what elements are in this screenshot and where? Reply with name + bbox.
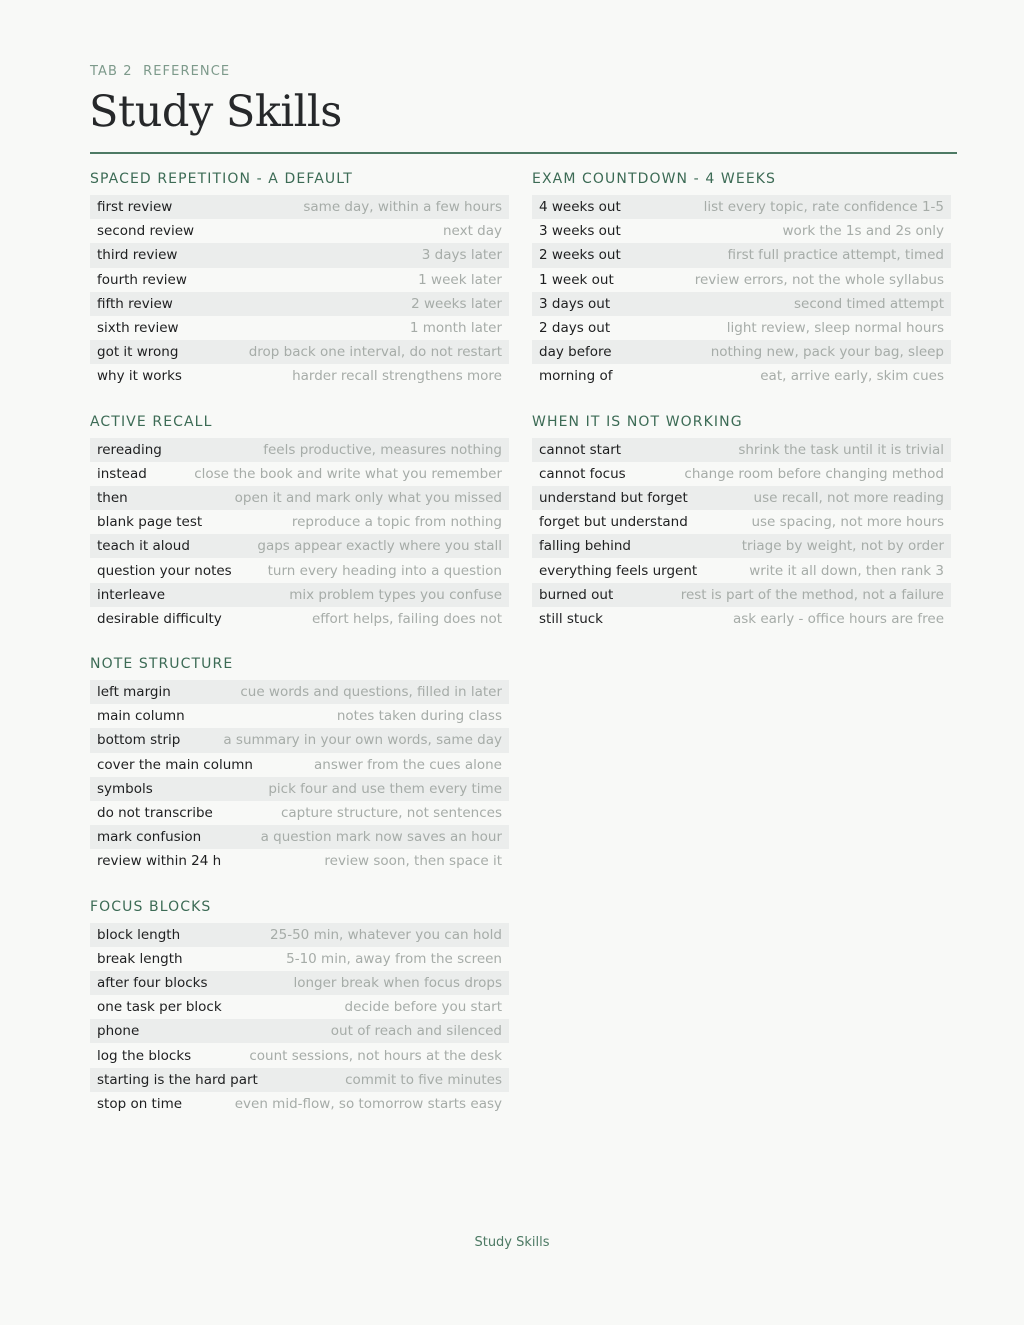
row-description: even mid-flow, so tomorrow starts easy: [234, 1095, 502, 1112]
row-description: harder recall strengthens more: [292, 368, 502, 385]
row-term: phone: [97, 1023, 140, 1040]
row-term: starting is the hard part: [97, 1071, 258, 1088]
right-column: [532, 170, 951, 655]
row-term: 2 days out: [539, 320, 611, 337]
row-term: desirable difficulty: [97, 610, 222, 627]
row-term: day before: [539, 344, 612, 361]
row-description: shrink the task until it is trivial: [738, 441, 944, 458]
row-term: question your notes: [97, 562, 232, 579]
reference-row: [90, 510, 509, 534]
row-description: gaps appear exactly where you stall: [257, 538, 502, 555]
row-term: 2 weeks out: [539, 247, 621, 264]
row-description: 1 week later: [418, 271, 502, 288]
row-term: 1 week out: [539, 271, 614, 288]
row-description: 5-10 min, away from the screen: [286, 950, 502, 967]
section-heading: SPACED REPETITION - A DEFAULT: [90, 171, 353, 187]
section-heading: NOTE STRUCTURE: [90, 656, 234, 672]
reference-row: [90, 438, 509, 462]
row-description: eat, arrive early, skim cues: [760, 368, 944, 385]
section-when-it-is-not-working: [532, 413, 951, 632]
row-term: first review: [97, 199, 173, 216]
reference-row: [532, 292, 951, 316]
row-term: third review: [97, 247, 178, 264]
row-term: still stuck: [539, 610, 603, 627]
reference-row: [90, 195, 509, 219]
row-term: block length: [97, 926, 181, 943]
row-term: main column: [97, 708, 185, 725]
row-description: change room before changing method: [684, 465, 944, 482]
row-term: mark confusion: [97, 829, 202, 846]
row-term: falling behind: [539, 538, 632, 555]
reference-list: [90, 195, 509, 389]
row-description: notes taken during class: [336, 708, 502, 725]
section-exam-countdown-4-weeks: [532, 170, 951, 389]
row-term: second review: [97, 223, 195, 240]
reference-row: [90, 534, 509, 558]
row-term: log the blocks: [97, 1047, 192, 1064]
row-term: do not transcribe: [97, 805, 213, 822]
reference-row: [90, 971, 509, 995]
reference-row: [90, 583, 509, 607]
section-heading: FOCUS BLOCKS: [90, 898, 212, 915]
page-title: Study Skills: [89, 87, 342, 137]
reference-row: [90, 995, 509, 1019]
row-description: 25-50 min, whatever you can hold: [270, 926, 502, 943]
reference-row: [90, 801, 509, 825]
row-term: cannot focus: [539, 465, 626, 482]
reference-row: [90, 607, 509, 631]
row-term: morning of: [539, 368, 613, 385]
reference-row: [532, 364, 951, 388]
row-term: everything feels urgent: [539, 562, 698, 579]
row-description: out of reach and silenced: [330, 1023, 502, 1040]
row-description: mix problem types you confuse: [289, 586, 502, 603]
reference-row: [532, 486, 951, 510]
row-term: symbols: [97, 780, 153, 797]
reference-row: [90, 1043, 509, 1067]
row-description: close the book and write what you remember: [194, 465, 502, 482]
row-description: second timed attempt: [794, 295, 944, 312]
row-description: 1 month later: [409, 320, 502, 337]
row-description: capture structure, not sentences: [280, 805, 502, 822]
reference-row: [532, 195, 951, 219]
reference-list: [532, 195, 951, 389]
row-description: ask early - office hours are free: [732, 610, 944, 627]
reference-row: [532, 316, 951, 340]
row-description: effort helps, failing does not: [311, 610, 502, 627]
reference-row: [532, 583, 951, 607]
row-description: 3 days later: [421, 247, 502, 264]
row-description: 2 weeks later: [411, 295, 502, 312]
reference-row: [532, 438, 951, 462]
row-term: got it wrong: [97, 344, 179, 361]
row-term: left margin: [97, 684, 171, 701]
section-active-recall: [90, 413, 509, 632]
row-description: use recall, not more reading: [753, 489, 944, 506]
reference-row: [532, 462, 951, 486]
reference-row: [90, 1092, 509, 1116]
row-term: why it works: [97, 368, 182, 385]
reference-row: [90, 340, 509, 364]
reference-row: [532, 534, 951, 558]
row-term: then: [97, 489, 128, 506]
reference-row: [90, 219, 509, 243]
row-description: triage by weight, not by order: [741, 538, 944, 555]
row-term: forget but understand: [539, 514, 688, 531]
row-description: a question mark now saves an hour: [260, 829, 502, 846]
row-term: 3 weeks out: [539, 223, 621, 240]
title-divider: [90, 152, 957, 154]
row-term: after four blocks: [97, 974, 208, 991]
row-description: drop back one interval, do not restart: [248, 344, 502, 361]
row-description: open it and mark only what you missed: [234, 489, 502, 506]
row-term: 3 days out: [539, 295, 611, 312]
reference-row: [90, 1019, 509, 1043]
row-description: turn every heading into a question: [267, 562, 502, 579]
row-description: count sessions, not hours at the desk: [249, 1047, 502, 1064]
row-description: decide before you start: [344, 999, 502, 1016]
reference-row: [90, 558, 509, 582]
row-description: review errors, not the whole syllabus: [694, 271, 944, 288]
reference-row: [90, 462, 509, 486]
row-term: fifth review: [97, 295, 173, 312]
reference-row: [90, 268, 509, 292]
row-description: write it all down, then rank 3: [749, 562, 944, 579]
row-term: review within 24 h: [97, 853, 222, 870]
row-term: bottom strip: [97, 732, 181, 749]
section-eyebrow: TAB 2 REFERENCE: [90, 64, 231, 79]
reference-row: [90, 1068, 509, 1092]
reference-row: [90, 777, 509, 801]
reference-row: [90, 486, 509, 510]
row-term: understand but forget: [539, 489, 688, 506]
row-term: sixth review: [97, 320, 179, 337]
row-description: first full practice attempt, timed: [727, 247, 944, 264]
left-column: [90, 170, 509, 1140]
reference-row: [532, 268, 951, 292]
row-term: teach it aloud: [97, 538, 190, 555]
row-term: stop on time: [97, 1095, 183, 1112]
section-focus-blocks: [90, 898, 509, 1117]
row-description: longer break when focus drops: [293, 974, 502, 991]
row-description: answer from the cues alone: [314, 756, 502, 773]
row-term: instead: [97, 465, 147, 482]
reference-row: [90, 825, 509, 849]
row-term: one task per block: [97, 999, 222, 1016]
row-description: rest is part of the method, not a failure: [680, 586, 944, 603]
row-description: commit to five minutes: [345, 1071, 502, 1088]
row-term: cover the main column: [97, 756, 253, 773]
row-term: break length: [97, 950, 183, 967]
row-term: burned out: [539, 586, 614, 603]
row-description: reproduce a topic from nothing: [291, 514, 502, 531]
row-description: use spacing, not more hours: [751, 514, 944, 531]
row-description: light review, sleep normal hours: [726, 320, 944, 337]
reference-row: [532, 219, 951, 243]
row-term: cannot start: [539, 441, 622, 458]
reference-row: [532, 243, 951, 267]
reference-row: [532, 340, 951, 364]
row-term: rereading: [97, 441, 162, 458]
reference-row: [90, 704, 509, 728]
reference-row: [90, 680, 509, 704]
reference-row: [90, 947, 509, 971]
row-description: a summary in your own words, same day: [223, 732, 502, 749]
reference-row: [532, 558, 951, 582]
row-description: cue words and questions, filled in later: [240, 684, 502, 701]
row-description: list every topic, rate confidence 1-5: [703, 199, 944, 216]
reference-row: [90, 243, 509, 267]
reference-list: [90, 438, 509, 632]
reference-list: [90, 680, 509, 874]
reference-row: [532, 607, 951, 631]
row-description: same day, within a few hours: [303, 199, 502, 216]
reference-list: [90, 923, 509, 1117]
reference-row: [532, 510, 951, 534]
section-heading: WHEN IT IS NOT WORKING: [532, 413, 743, 430]
reference-row: [90, 316, 509, 340]
row-description: nothing new, pack your bag, sleep: [710, 344, 944, 361]
row-description: pick four and use them every time: [268, 780, 502, 797]
reference-row: [90, 728, 509, 752]
section-heading: ACTIVE RECALL: [90, 413, 213, 430]
row-description: review soon, then space it: [324, 853, 502, 870]
row-description: next day: [442, 223, 502, 240]
reference-row: [90, 292, 509, 316]
reference-row: [90, 923, 509, 947]
reference-row: [90, 364, 509, 388]
row-term: fourth review: [97, 271, 187, 288]
section-heading: EXAM COUNTDOWN - 4 WEEKS: [532, 171, 777, 187]
row-term: 4 weeks out: [539, 199, 621, 216]
row-description: feels productive, measures nothing: [263, 441, 502, 458]
reference-row: [90, 753, 509, 777]
row-description: work the 1s and 2s only: [782, 223, 944, 240]
page-footer: Study Skills: [474, 1235, 550, 1250]
section-note-structure: [90, 655, 509, 874]
reference-row: [90, 849, 509, 873]
row-term: blank page test: [97, 514, 203, 531]
row-term: interleave: [97, 586, 166, 603]
reference-list: [532, 438, 951, 632]
section-spaced-repetition-a-default: [90, 170, 509, 389]
